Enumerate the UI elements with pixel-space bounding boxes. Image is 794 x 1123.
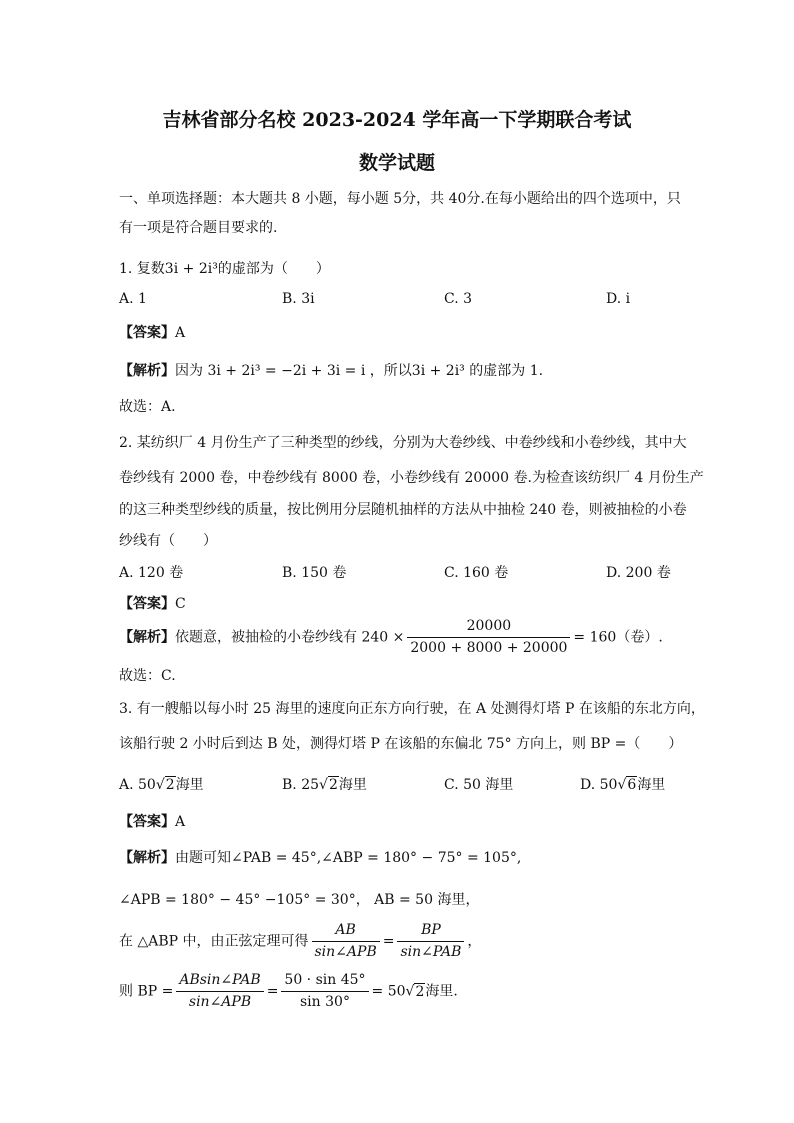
option-label: D. xyxy=(580,777,596,793)
q2-analysis xyxy=(119,618,663,657)
q3-answer xyxy=(119,811,185,831)
q2-stem-line4: 纱线有（ ） xyxy=(119,533,217,549)
q1-option-d: D. i xyxy=(606,291,631,307)
q3-option-b: B. 25√2海里 xyxy=(282,777,367,793)
q2-fraction-denominator: 2000 + 8000 + 20000 xyxy=(410,640,568,656)
q1-option-c: C. 3 xyxy=(444,291,473,307)
q3-law-post: ， xyxy=(467,933,482,950)
q2-stem-line1: 2. 某纺织厂 4 月份生产了三种类型的纱线，分别为大卷纱线、中卷纱线和小卷纱线，其中大 xyxy=(119,435,687,451)
q3-analysis-line1 xyxy=(119,847,521,867)
option-label: C. xyxy=(444,777,459,793)
q1-stem: 1. 复数3i + 2i³的虚部为（ ） xyxy=(119,261,330,277)
answer-tag: 【答案】 xyxy=(119,596,175,612)
q1-option-b: B. 3i xyxy=(282,291,315,307)
q3-result-pre: 则 BP = xyxy=(119,983,174,1000)
q3-result-value: = 50 xyxy=(371,983,406,1000)
fraction-denominator: sin∠APB xyxy=(188,994,252,1010)
q2-analysis-post: = 160（卷）. xyxy=(573,629,663,646)
q2-stem-line3: 的这三种类型纱线的质量，按比例用分层随机抽样的方法从中抽检 240 卷，则被抽检的小卷 xyxy=(119,502,687,518)
q1-answer xyxy=(119,322,185,342)
fraction-numerator: ABsin∠PAB xyxy=(176,972,263,992)
fraction-numerator: AB xyxy=(312,922,380,942)
q2-answer-value: C xyxy=(175,596,186,612)
analysis-tag: 【解析】 xyxy=(119,850,175,866)
q1-answer-value: A xyxy=(175,325,186,341)
option-label: B. xyxy=(282,777,297,793)
answer-tag: 【答案】 xyxy=(119,814,175,830)
q2-analysis-pre: 依题意，被抽检的小卷纱线有 240 × xyxy=(175,629,405,646)
fraction-denominator: sin 30° xyxy=(300,994,350,1010)
q2-stem-line2: 卷纱线有 2000 卷，中卷纱线有 8000 卷，小卷纱线有 20000 卷.为检查该纺织厂 4 月份生产 xyxy=(119,470,704,486)
fraction-numerator: BP xyxy=(397,922,464,942)
q1-conclusion: 故选：A. xyxy=(119,399,176,415)
fraction-denominator: sin∠APB xyxy=(314,944,377,960)
q3-option-d: D. 50√6海里 xyxy=(580,777,666,793)
q2-conclusion: 故选：C. xyxy=(119,668,176,684)
q3-analysis-text1: 由题可知∠PAB = 45°,∠ABP = 180° − 75° = 105°, xyxy=(175,850,522,866)
option-radicand: 2 xyxy=(165,777,175,793)
q3-result-radicand: 2 xyxy=(415,983,425,1000)
q3-stem-line1: 3. 有一艘船以每小时 25 海里的速度向正东方向行驶，在 A 处测得灯塔 P 在该船的东北方向， xyxy=(119,701,705,717)
q3-option-c xyxy=(444,774,513,794)
q2-option-b: B. 150 卷 xyxy=(282,565,347,581)
option-value: 50 xyxy=(599,777,618,793)
q2-answer xyxy=(119,593,186,613)
q2-fraction-numerator: 20000 xyxy=(407,618,570,638)
q2-fraction xyxy=(407,618,570,657)
answer-tag: 【答案】 xyxy=(119,325,175,341)
q3-law-pre: 在 △ABP 中，由正弦定理可得 xyxy=(119,933,309,950)
option-value: 50 海里 xyxy=(463,777,514,793)
q3-law-fraction-1 xyxy=(312,922,380,961)
q3-result-eq: = xyxy=(266,983,279,1000)
fraction-denominator: sin∠PAB xyxy=(400,944,462,960)
q3-analysis-line2: ∠APB = 180° − 45° −105° = 30°， AB = 50 海里， xyxy=(119,892,480,908)
option-radicand: 2 xyxy=(328,777,338,793)
q1-option-a: A. 1 xyxy=(119,291,147,307)
option-label: A. xyxy=(119,777,134,793)
q1-analysis xyxy=(119,360,543,380)
q3-result-fraction-1 xyxy=(176,972,263,1011)
q3-result-post: 海里. xyxy=(425,983,458,1000)
option-unit: 海里 xyxy=(338,777,367,793)
q2-option-d: D. 200 卷 xyxy=(606,565,671,581)
analysis-tag: 【解析】 xyxy=(119,629,175,646)
option-unit: 海里 xyxy=(637,777,666,793)
option-value: 50 xyxy=(138,777,156,793)
option-unit: 海里 xyxy=(175,777,204,793)
q3-answer-value: A xyxy=(175,814,186,830)
q1-analysis-text: 因为 3i + 2i³ = −2i + 3i = i ，所以3i + 2i³ 的虚部为 1. xyxy=(175,363,544,379)
q3-result-fraction-2 xyxy=(281,972,368,1011)
analysis-tag: 【解析】 xyxy=(119,363,175,379)
option-value: 25 xyxy=(301,777,320,793)
q2-option-a: A. 120 卷 xyxy=(119,565,184,581)
q3-law-fraction-2 xyxy=(397,922,464,961)
section-intro-line2: 有一项是符合题目要求的. xyxy=(119,220,278,236)
section-intro-line1: 一、单项选择题：本大题共 8 小题，每小题 5分，共 40分.在每小题给出的四个选项中，只 xyxy=(119,191,681,207)
page-subtitle: 数学试题 xyxy=(358,152,435,174)
q3-stem-line2: 该船行驶 2 小时后到达 B 处，测得灯塔 P 在该船的东偏北 75° 方向上，则 BP =（ ） xyxy=(119,736,683,752)
q3-option-a: A. 50√2海里 xyxy=(119,777,204,793)
q3-result-line: 则 BP = $\frac{\text{ABsin∠PAB}}{\text{sin∠APB}}$ = $\frac{50 \cdot \sin 45^\circ}{\sin 30^\circ}$ = 50√2海里. xyxy=(119,972,458,1010)
q3-sine-law-line: 在 △ABP 中，由正弦定理可得 $\frac{AB}{\text{sin∠APB}}$ = $\frac{BP}{\text{sin∠PAB}}$ ， xyxy=(119,922,482,960)
q2-option-c: C. 160 卷 xyxy=(444,565,509,581)
fraction-numerator: 50 · sin 45° xyxy=(281,972,368,992)
page-title: 吉林省部分名校 2023-2024 学年高一下学期联合考试 xyxy=(162,109,632,131)
option-radicand: 6 xyxy=(627,777,637,793)
